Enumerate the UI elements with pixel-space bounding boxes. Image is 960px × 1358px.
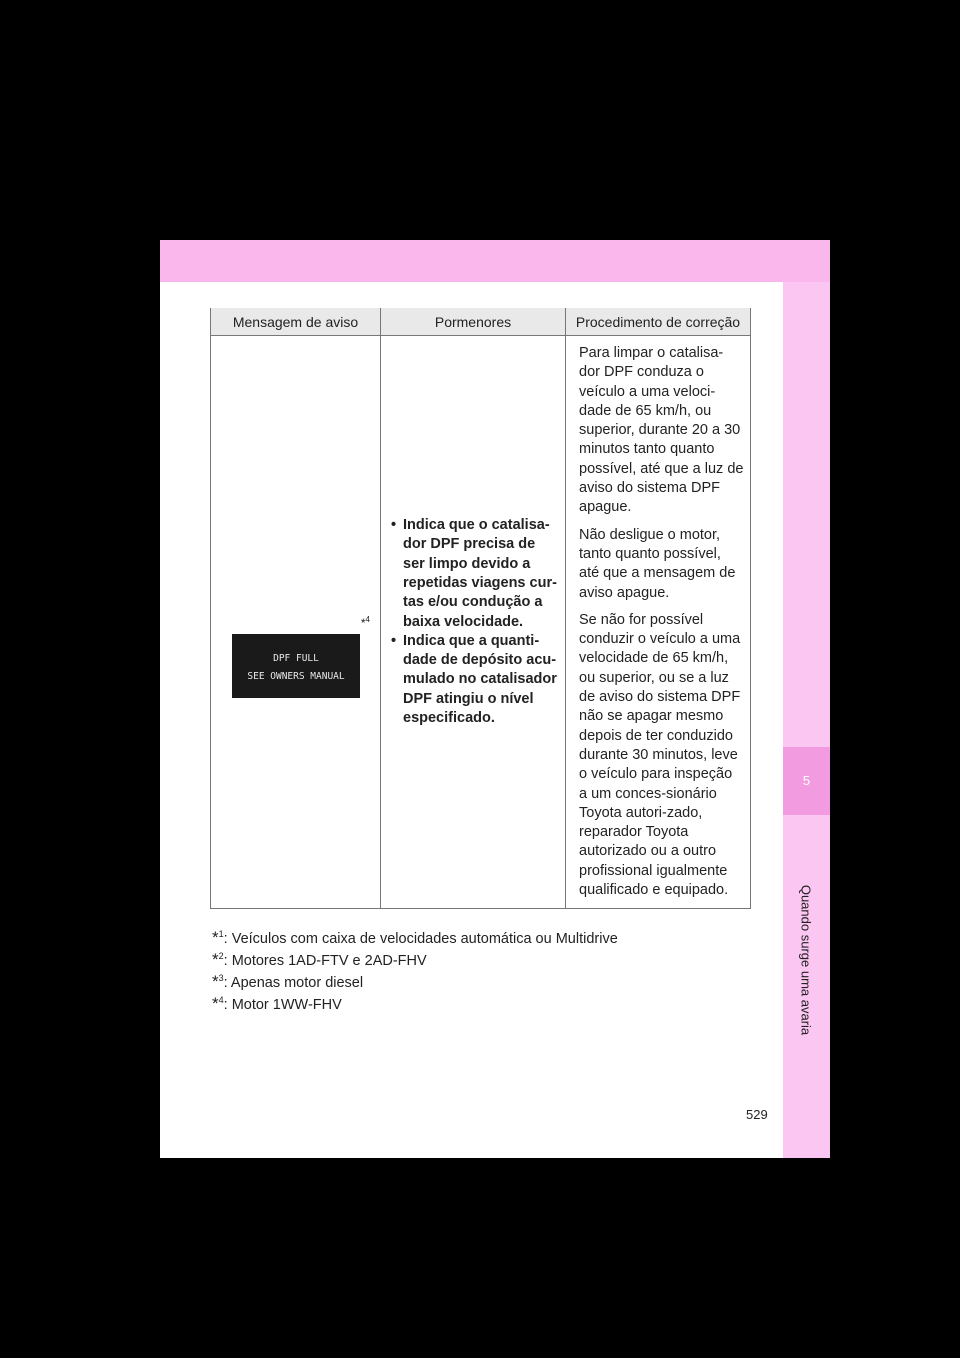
warning-message-cell bbox=[211, 336, 381, 909]
header-band bbox=[160, 240, 830, 282]
footnotes bbox=[212, 923, 618, 1011]
detail-item: • Indica que o catalisa-dor DPF precisa de ser limpo devido a repetidas viagens cur-tas e/ou condução a baixa velocidade. bbox=[391, 516, 559, 632]
footnote-2: *$^2$: Motores 1AD-FTV e 2AD-FHV bbox=[212, 949, 427, 969]
chapter-number: 5 bbox=[783, 747, 830, 815]
display-line-1: DPF FULL bbox=[273, 653, 319, 664]
procedure-paragraph: Se não for possível conduzir o veículo a uma velocidade de 65 km/h, ou superior, ou se a luz de aviso do sistema DPF não se apagar mesmo depois de ter conduzido durante 30 minutos, leve o veículo para inspeção a um conces-sionário Toyota autori-zado, reparador Toyota autorizado ou a outro profissional igualmente qualificado e equipado. bbox=[579, 611, 741, 899]
warning-table bbox=[210, 308, 751, 909]
display-line-2: SEE OWNERS MANUAL bbox=[247, 671, 345, 682]
header-warning-message: Mensagem de aviso bbox=[211, 308, 381, 336]
table-row bbox=[211, 336, 751, 909]
footnote-3: *$^3$: Apenas motor diesel bbox=[212, 971, 364, 991]
header-procedure: Procedimento de correção bbox=[566, 308, 751, 336]
table-header-row bbox=[211, 308, 751, 336]
details-cell bbox=[381, 336, 566, 909]
footnote-marker: *$^4$ bbox=[360, 615, 370, 630]
procedure-paragraph: Para limpar o catalisa-dor DPF conduza o veículo a uma veloci-dade de 65 km/h, ou superior, durante 20 a 30 minutos tanto quanto possível, até que a luz de aviso do sistema DPF apague. bbox=[579, 345, 744, 516]
chapter-title: Quando surge uma avaria bbox=[798, 884, 814, 1036]
footnote-4: *$^4$: Motor 1WW-FHV bbox=[212, 993, 342, 1013]
page-number: 529 bbox=[746, 1107, 768, 1122]
header-details: Pormenores bbox=[381, 308, 566, 336]
manual-page bbox=[160, 240, 830, 1158]
procedure-cell bbox=[566, 336, 751, 909]
detail-item: • Indica que a quanti-dade de depósito acu-mulado no catalisador DPF atingiu o nível especificado. bbox=[391, 632, 559, 728]
procedure-paragraph: Não desligue o motor, tanto quanto possível, até que a mensagem de aviso apague. bbox=[579, 526, 736, 601]
dpf-full-display bbox=[232, 634, 360, 698]
footnote-1: *$^1$: Veículos com caixa de velocidades automática ou Multidrive bbox=[212, 927, 618, 947]
